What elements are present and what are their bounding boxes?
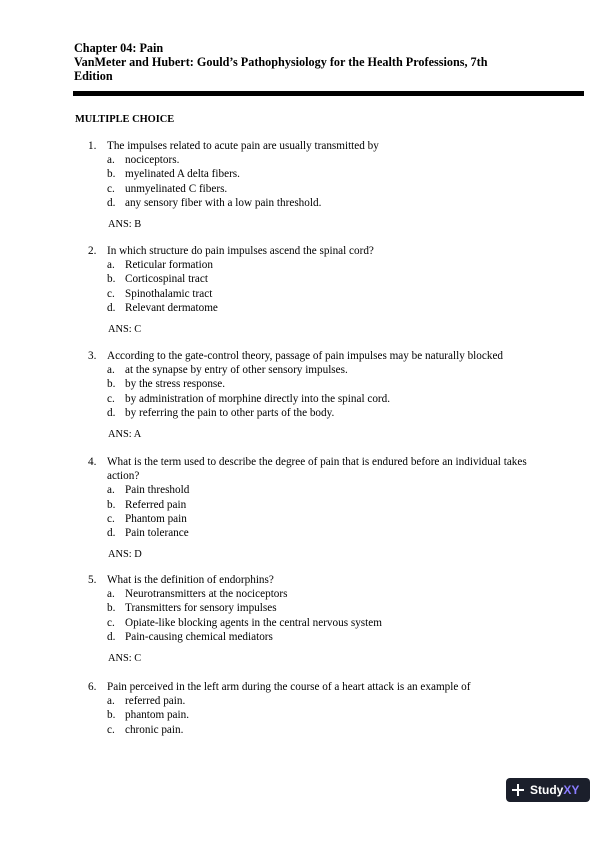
option-text: any sensory fiber with a low pain threshold. [125,196,322,209]
question-number: 1. [88,140,97,152]
question-number: 4. [88,456,97,468]
option-letter: c. [107,723,115,736]
logo-text-main: Study [530,783,564,797]
option-letter: a. [107,695,115,708]
answer-option [107,587,548,601]
answer-option [107,483,548,497]
option-text: by referring the pain to other parts of the body. [125,406,335,419]
answer-option [107,601,548,615]
option-letter: d. [107,630,116,643]
option-text: Opiate-like blocking agents in the central nervous system [125,616,382,629]
question-block [88,680,548,737]
option-text: Reticular formation [125,259,213,272]
option-letter: b. [107,498,116,511]
question-stem [88,455,548,483]
option-text: unmyelinated C fibers. [125,182,228,195]
section-title: MULTIPLE CHOICE [75,114,175,125]
question-text: What is the term used to describe the degree of pain that is endured before an individual takes action? [107,456,527,483]
option-letter: b. [107,168,116,181]
option-letter: c. [107,616,115,629]
option-text: Corticospinal tract [125,273,208,286]
answer-option [107,694,548,708]
chapter-title: Chapter 04: Pain [74,41,164,55]
option-letter: b. [107,602,116,615]
answer-option [107,708,548,722]
document-header [74,41,544,83]
option-letter: a. [107,259,115,272]
question-stem [88,680,548,694]
answer-key: ANS: A [108,429,142,441]
answer-option [107,630,548,644]
option-text: Phantom pain [125,512,187,525]
answer-option [107,258,548,272]
option-letter: a. [107,364,115,377]
option-text: by the stress response. [125,378,226,391]
option-letter: a. [107,154,115,167]
option-letter: c. [107,287,115,300]
logo-text [530,783,579,797]
option-text: Relevant dermatome [125,301,218,314]
option-text: Neurotransmitters at the nociceptors [125,588,288,601]
question-stem [88,139,548,153]
answer-option [107,526,548,540]
question-block [88,349,548,442]
question-block [88,139,548,232]
question-stem [88,573,548,587]
option-text: myelinated A delta fibers. [125,168,240,181]
option-letter: b. [107,378,116,391]
option-letter: d. [107,196,116,209]
answer-option [107,723,548,737]
answer-option [107,287,548,301]
book-title: VanMeter and Hubert: Gould’s Pathophysiology for the Health Professions, 7th [74,55,488,69]
option-text: Transmitters for sensory impulses [125,602,277,615]
option-letter: d. [107,301,116,314]
question-text: Pain perceived in the left arm during the course of a heart attack is an example of [107,681,471,693]
option-letter: d. [107,527,116,540]
question-block [88,573,548,666]
plus-icon [512,784,524,796]
answer-option [107,377,548,391]
book-edition: Edition [74,69,113,83]
question-stem [88,349,548,363]
question-block [88,244,548,337]
answer-option [107,616,548,630]
answer-option [107,167,548,181]
option-letter: d. [107,406,116,419]
logo-text-accent: XY [563,783,580,797]
option-letter: c. [107,392,115,405]
answer-option [107,498,548,512]
answer-option [107,406,548,420]
answer-key: ANS: D [108,549,142,561]
option-text: at the synapse by entry of other sensory impulses. [125,364,348,377]
answer-key: ANS: B [108,219,142,231]
answer-option [107,196,548,210]
option-text: nociceptors. [125,154,180,167]
answer-key: ANS: C [108,324,142,336]
question-block [88,455,548,562]
question-text: What is the definition of endorphins? [107,574,274,586]
question-text: According to the gate-control theory, passage of pain impulses may be naturally blocked [107,350,503,362]
question-number: 3. [88,350,97,362]
question-number: 6. [88,681,97,693]
question-number: 2. [88,245,97,257]
answer-option [107,363,548,377]
question-number: 5. [88,574,97,586]
option-text: Pain threshold [125,484,190,497]
option-text: Pain-causing chemical mediators [125,630,273,643]
option-text: referred pain. [125,695,186,708]
answer-option [107,392,548,406]
answer-option [107,182,548,196]
option-letter: c. [107,512,115,525]
option-letter: b. [107,709,116,722]
option-text: Referred pain [125,498,187,511]
option-text: by administration of morphine directly into the spinal cord. [125,392,391,405]
answer-key: ANS: C [108,653,142,665]
answer-option [107,512,548,526]
option-text: phantom pain. [125,709,190,722]
option-letter: a. [107,484,115,497]
option-text: Pain tolerance [125,527,189,540]
option-text: chronic pain. [125,723,184,736]
question-stem [88,244,548,258]
studyxy-logo[interactable] [506,778,590,802]
option-letter: a. [107,588,115,601]
question-text: In which structure do pain impulses ascend the spinal cord? [107,245,374,257]
header-divider [73,91,584,96]
option-text: Spinothalamic tract [125,287,213,300]
answer-option [107,153,548,167]
answer-option [107,301,548,315]
option-letter: c. [107,182,115,195]
option-letter: b. [107,273,116,286]
answer-option [107,272,548,286]
question-text: The impulses related to acute pain are usually transmitted by [107,140,379,152]
